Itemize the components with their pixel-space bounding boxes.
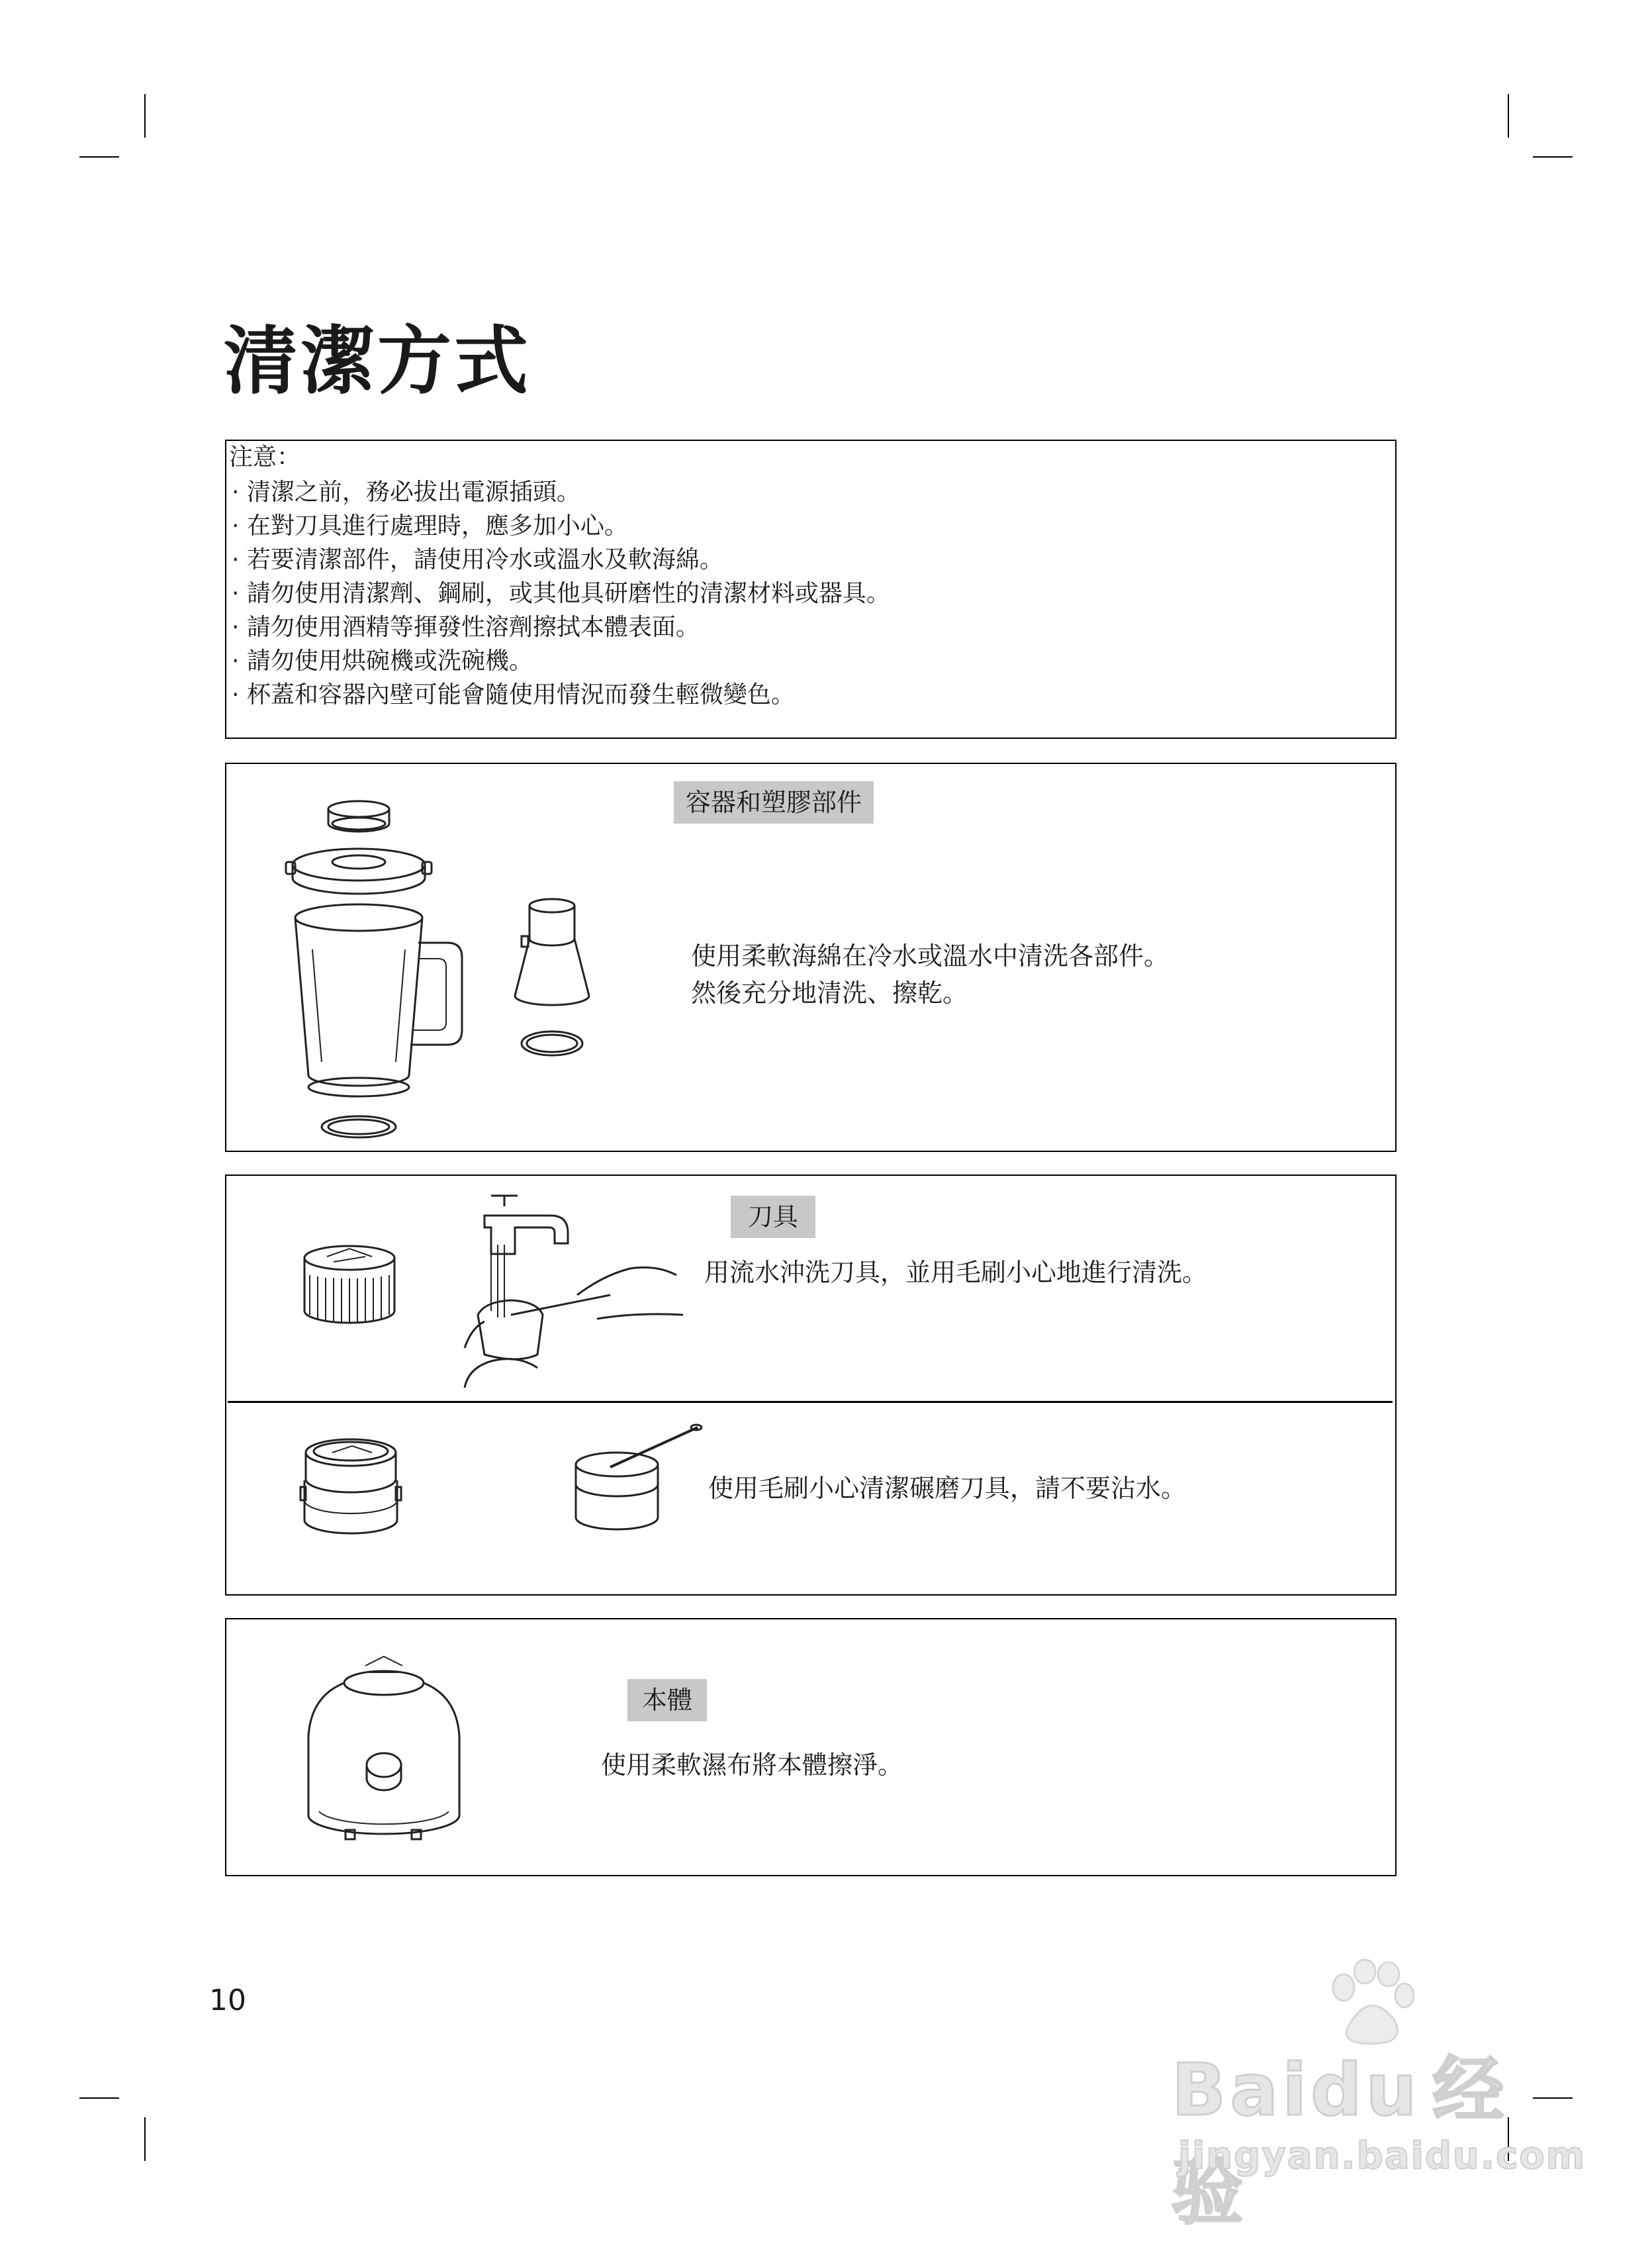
notice-item: · 請勿使用烘碗機或洗碗機。 (232, 644, 890, 678)
container-text-line2: 然後充分地清洗、擦乾。 (691, 979, 968, 1008)
container-text-line1: 使用柔軟海綿在冷水或溫水中清洗各部件。 (691, 941, 1170, 971)
notice-list (232, 475, 890, 712)
blades-panel (225, 1174, 1397, 1596)
watermark-brand-cn: 经验 (1171, 2049, 1508, 2234)
watermark-brand-latin: Baidu (1171, 2049, 1421, 2132)
crop-mark (1533, 156, 1573, 158)
notice-item: · 在對刀具進行處理時，應多加小心。 (232, 509, 890, 543)
grinder-base-illustration (300, 1434, 406, 1547)
grinder-brushing-illustration (571, 1421, 703, 1553)
crop-mark (144, 2117, 146, 2161)
notice-heading: 注意： (229, 444, 301, 471)
body-text: 使用柔軟濕布將本體擦淨。 (601, 1750, 903, 1780)
crop-mark (79, 2097, 119, 2099)
blades-label: 刀具 (731, 1196, 815, 1238)
notice-box (225, 440, 1397, 739)
page-title: 清潔方式 (224, 318, 531, 405)
notice-item: · 請勿使用清潔劑、鋼刷，或其他具研磨性的清潔材料或器具。 (232, 577, 890, 610)
body-label: 本體 (627, 1679, 707, 1721)
body-panel (225, 1618, 1397, 1876)
page-number: 10 (209, 1984, 246, 2017)
section-divider (228, 1401, 1393, 1403)
notice-item: · 清潔之前，務必拔出電源插頭。 (232, 475, 890, 509)
container-panel (225, 763, 1397, 1152)
crop-mark (1508, 94, 1509, 138)
notice-item: · 請勿使用酒精等揮發性溶劑擦拭本體表面。 (232, 610, 890, 644)
grinder-cup-illustration (495, 896, 614, 1069)
faucet-rinse-illustration (465, 1189, 690, 1394)
watermark (1171, 1960, 1586, 2234)
blade-unit-illustration (300, 1242, 400, 1335)
notice-item: · 杯蓋和容器內壁可能會隨使用情況而發生輕微變色。 (232, 678, 890, 712)
container-label: 容器和塑膠部件 (674, 781, 874, 824)
watermark-url: jingyan.baidu.com (1178, 2134, 1586, 2178)
crop-mark (79, 156, 119, 158)
blender-jar-illustration (286, 790, 511, 1148)
motor-base-illustration (306, 1652, 465, 1851)
grinder-blade-text: 使用毛刷小心清潔碾磨刀具，請不要沾水。 (708, 1474, 1187, 1503)
blades-text: 用流水沖洗刀具，並用毛刷小心地進行清洗。 (704, 1258, 1208, 1287)
notice-item: · 若要清潔部件，請使用冷水或溫水及軟海綿。 (232, 543, 890, 577)
crop-mark (144, 94, 146, 138)
